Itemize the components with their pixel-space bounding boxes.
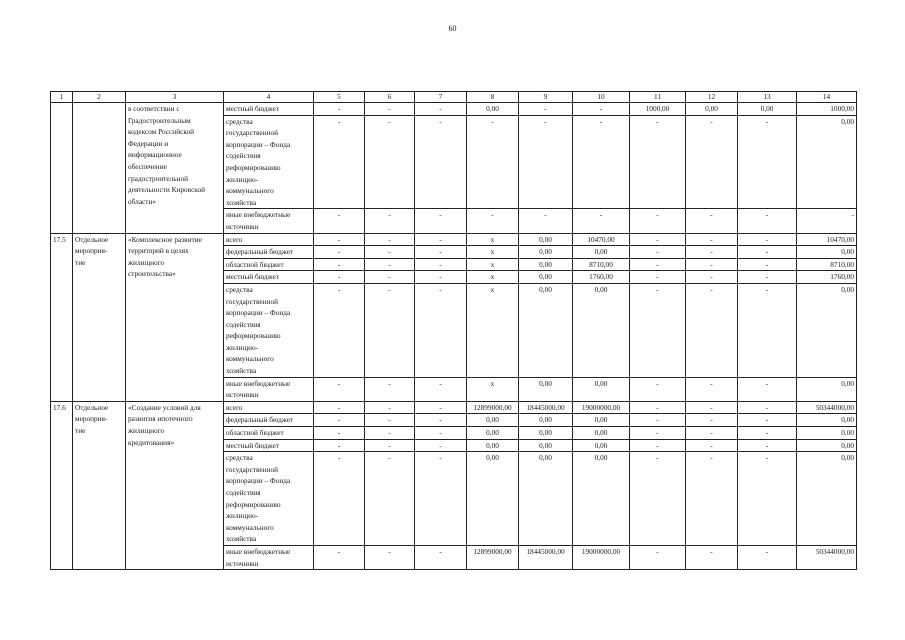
- amount-col-11: -: [630, 233, 686, 246]
- amount-col-5: -: [314, 401, 365, 414]
- amount-col-7: -: [415, 103, 467, 116]
- amount-col-12: -: [686, 233, 738, 246]
- item-status: Отдельное мероприя- тие: [73, 233, 126, 401]
- amount-col-12: -: [686, 271, 738, 284]
- amount-col-9: 18445000,00: [519, 401, 573, 414]
- amount-col-11: -: [630, 283, 686, 377]
- column-number-3: 3: [126, 92, 224, 103]
- page-number: 60: [448, 24, 457, 33]
- amount-col-8: x: [467, 246, 519, 259]
- amount-col-14: 0,00: [797, 414, 857, 427]
- amount-col-8: x: [467, 258, 519, 271]
- amount-col-6: -: [365, 439, 415, 452]
- funding-source-label: областной бюджет: [224, 427, 314, 440]
- table-row: [51, 103, 857, 116]
- amount-col-13: -: [738, 258, 797, 271]
- amount-col-12: -: [686, 377, 738, 401]
- amount-col-11: -: [630, 414, 686, 427]
- amount-col-7: -: [415, 233, 467, 246]
- amount-col-10: -: [573, 209, 630, 233]
- amount-col-6: -: [365, 103, 415, 116]
- amount-col-13: -: [738, 545, 797, 569]
- column-number-12: 12: [686, 92, 738, 103]
- amount-col-14: 0,00: [797, 452, 857, 546]
- amount-col-13: -: [738, 401, 797, 414]
- amount-col-13: -: [738, 271, 797, 284]
- amount-col-7: -: [415, 401, 467, 414]
- amount-col-5: -: [314, 452, 365, 546]
- amount-col-12: -: [686, 401, 738, 414]
- amount-col-9: 0,00: [519, 452, 573, 546]
- amount-col-13: -: [738, 427, 797, 440]
- amount-col-13: -: [738, 209, 797, 233]
- amount-col-8: x: [467, 271, 519, 284]
- amount-col-14: 0,00: [797, 427, 857, 440]
- funding-source-label: местный бюджет: [224, 439, 314, 452]
- item-title: «Комплексное развитие территорий в целях жилищного строительства»: [126, 233, 224, 401]
- amount-col-6: -: [365, 246, 415, 259]
- amount-col-13: -: [738, 414, 797, 427]
- funding-source-label: местный бюджет: [224, 103, 314, 116]
- amount-col-13: -: [738, 452, 797, 546]
- amount-col-6: -: [365, 427, 415, 440]
- amount-col-7: -: [415, 545, 467, 569]
- amount-col-10: 10470,00: [573, 233, 630, 246]
- amount-col-10: 8710,00: [573, 258, 630, 271]
- amount-col-7: -: [415, 452, 467, 546]
- amount-col-9: 0,00: [519, 258, 573, 271]
- amount-col-11: -: [630, 209, 686, 233]
- amount-col-9: -: [519, 115, 573, 209]
- amount-col-13: -: [738, 246, 797, 259]
- amount-col-6: -: [365, 452, 415, 546]
- amount-col-10: -: [573, 115, 630, 209]
- amount-col-9: 18445000,00: [519, 545, 573, 569]
- amount-col-8: 0,00: [467, 452, 519, 546]
- amount-col-13: -: [738, 377, 797, 401]
- amount-col-9: 0,00: [519, 377, 573, 401]
- column-number-5: 5: [314, 92, 365, 103]
- amount-col-8: 12899000,00: [467, 545, 519, 569]
- amount-col-11: -: [630, 452, 686, 546]
- amount-col-6: -: [365, 115, 415, 209]
- amount-col-5: -: [314, 545, 365, 569]
- funding-source-label: местный бюджет: [224, 271, 314, 284]
- amount-col-5: -: [314, 115, 365, 209]
- amount-col-12: -: [686, 452, 738, 546]
- amount-col-8: x: [467, 377, 519, 401]
- amount-col-9: 0,00: [519, 283, 573, 377]
- amount-col-11: -: [630, 377, 686, 401]
- column-number-11: 11: [630, 92, 686, 103]
- amount-col-6: -: [365, 414, 415, 427]
- amount-col-9: 0,00: [519, 233, 573, 246]
- amount-col-12: -: [686, 209, 738, 233]
- amount-col-11: -: [630, 246, 686, 259]
- amount-col-11: -: [630, 115, 686, 209]
- amount-col-6: -: [365, 377, 415, 401]
- amount-col-12: -: [686, 258, 738, 271]
- amount-col-7: -: [415, 427, 467, 440]
- amount-col-5: -: [314, 258, 365, 271]
- column-number-4: 4: [224, 92, 314, 103]
- amount-col-10: 0,00: [573, 414, 630, 427]
- amount-col-10: 0,00: [573, 427, 630, 440]
- amount-col-8: 12899000,00: [467, 401, 519, 414]
- amount-col-5: -: [314, 283, 365, 377]
- amount-col-7: -: [415, 414, 467, 427]
- amount-col-5: -: [314, 271, 365, 284]
- budget-table: [50, 91, 857, 570]
- table-row: [51, 401, 857, 414]
- amount-col-7: -: [415, 283, 467, 377]
- funding-source-label: областной бюджет: [224, 258, 314, 271]
- funding-source-label: средства государственной корпорации – Фонда содействия реформированию жилищно- коммунального хозяйства: [224, 115, 314, 209]
- amount-col-7: -: [415, 246, 467, 259]
- amount-col-5: -: [314, 103, 365, 116]
- amount-col-14: 0,00: [797, 283, 857, 377]
- amount-col-12: -: [686, 414, 738, 427]
- amount-col-8: 0,00: [467, 427, 519, 440]
- item-title: в соответствии с Градостроительным кодексом Российской Федерации и информационное обеспечение градостроительной деятельности Кировской области»: [126, 103, 224, 234]
- amount-col-7: -: [415, 377, 467, 401]
- amount-col-14: 1000,00: [797, 103, 857, 116]
- amount-col-5: -: [314, 439, 365, 452]
- amount-col-6: -: [365, 545, 415, 569]
- amount-col-10: 19000000,00: [573, 545, 630, 569]
- amount-col-13: -: [738, 233, 797, 246]
- table-header-row: [51, 92, 857, 103]
- amount-col-12: -: [686, 427, 738, 440]
- funding-source-label: всего: [224, 401, 314, 414]
- funding-source-label: федеральный бюджет: [224, 414, 314, 427]
- amount-col-11: -: [630, 258, 686, 271]
- column-number-2: 2: [73, 92, 126, 103]
- item-status: [73, 103, 126, 234]
- amount-col-14: 0,00: [797, 439, 857, 452]
- funding-source-label: федеральный бюджет: [224, 246, 314, 259]
- amount-col-7: -: [415, 271, 467, 284]
- funding-source-label: средства государственной корпорации – Фонда содействия реформированию жилищно- коммунального хозяйства: [224, 283, 314, 377]
- amount-col-9: -: [519, 103, 573, 116]
- amount-col-12: -: [686, 545, 738, 569]
- amount-col-11: -: [630, 545, 686, 569]
- amount-col-5: -: [314, 246, 365, 259]
- amount-col-9: 0,00: [519, 414, 573, 427]
- item-status: Отдельное мероприя- тие: [73, 401, 126, 569]
- amount-col-11: -: [630, 427, 686, 440]
- amount-col-10: -: [573, 103, 630, 116]
- amount-col-11: -: [630, 271, 686, 284]
- column-number-8: 8: [467, 92, 519, 103]
- column-number-14: 14: [797, 92, 857, 103]
- amount-col-5: -: [314, 209, 365, 233]
- amount-col-12: -: [686, 283, 738, 377]
- amount-col-11: 1000,00: [630, 103, 686, 116]
- amount-col-5: -: [314, 233, 365, 246]
- amount-col-11: -: [630, 401, 686, 414]
- amount-col-9: 0,00: [519, 427, 573, 440]
- item-title: «Создание условий для развития ипотечного жилищного кредитования»: [126, 401, 224, 569]
- amount-col-14: 50344000,00: [797, 401, 857, 414]
- column-number-6: 6: [365, 92, 415, 103]
- amount-col-6: -: [365, 271, 415, 284]
- funding-source-label: средства государственной корпорации – Фонда содействия реформированию жилищно- коммунального хозяйства: [224, 452, 314, 546]
- amount-col-12: -: [686, 246, 738, 259]
- amount-col-8: 0,00: [467, 414, 519, 427]
- column-number-13: 13: [738, 92, 797, 103]
- amount-col-7: -: [415, 258, 467, 271]
- amount-col-9: 0,00: [519, 439, 573, 452]
- amount-col-10: 0,00: [573, 283, 630, 377]
- amount-col-6: -: [365, 258, 415, 271]
- amount-col-5: -: [314, 414, 365, 427]
- amount-col-13: 0,00: [738, 103, 797, 116]
- amount-col-6: -: [365, 233, 415, 246]
- amount-col-14: 50344000,00: [797, 545, 857, 569]
- column-number-10: 10: [573, 92, 630, 103]
- amount-col-10: 1760,00: [573, 271, 630, 284]
- funding-source-label: иные внебюджетные источники: [224, 377, 314, 401]
- amount-col-8: 0,00: [467, 103, 519, 116]
- amount-col-9: -: [519, 209, 573, 233]
- amount-col-9: 0,00: [519, 246, 573, 259]
- amount-col-14: 0,00: [797, 246, 857, 259]
- amount-col-14: 0,00: [797, 115, 857, 209]
- amount-col-6: -: [365, 283, 415, 377]
- amount-col-14: 0,00: [797, 377, 857, 401]
- amount-col-7: -: [415, 209, 467, 233]
- table-row: [51, 233, 857, 246]
- amount-col-14: 1760,00: [797, 271, 857, 284]
- amount-col-11: -: [630, 439, 686, 452]
- amount-col-12: -: [686, 115, 738, 209]
- amount-col-8: 0,00: [467, 439, 519, 452]
- amount-col-10: 0,00: [573, 377, 630, 401]
- amount-col-14: 10470,00: [797, 233, 857, 246]
- amount-col-12: 0,00: [686, 103, 738, 116]
- funding-source-label: всего: [224, 233, 314, 246]
- amount-col-8: x: [467, 283, 519, 377]
- column-number-9: 9: [519, 92, 573, 103]
- amount-col-6: -: [365, 209, 415, 233]
- amount-col-13: -: [738, 283, 797, 377]
- amount-col-14: -: [797, 209, 857, 233]
- amount-col-8: x: [467, 233, 519, 246]
- funding-source-label: иные внебюджетные источники: [224, 209, 314, 233]
- item-number: [51, 103, 73, 234]
- amount-col-10: 19000000,00: [573, 401, 630, 414]
- amount-col-8: -: [467, 115, 519, 209]
- amount-col-8: -: [467, 209, 519, 233]
- amount-col-6: -: [365, 401, 415, 414]
- amount-col-12: -: [686, 439, 738, 452]
- amount-col-5: -: [314, 427, 365, 440]
- funding-source-label: иные внебюджетные источники: [224, 545, 314, 569]
- amount-col-10: 0,00: [573, 452, 630, 546]
- amount-col-10: 0,00: [573, 246, 630, 259]
- amount-col-5: -: [314, 377, 365, 401]
- item-number: 17.5: [51, 233, 73, 401]
- amount-col-13: -: [738, 115, 797, 209]
- amount-col-14: 8710,00: [797, 258, 857, 271]
- column-number-1: 1: [51, 92, 73, 103]
- amount-col-9: 0,00: [519, 271, 573, 284]
- amount-col-7: -: [415, 115, 467, 209]
- amount-col-13: -: [738, 439, 797, 452]
- item-number: 17.6: [51, 401, 73, 569]
- column-number-7: 7: [415, 92, 467, 103]
- amount-col-10: 0,00: [573, 439, 630, 452]
- amount-col-7: -: [415, 439, 467, 452]
